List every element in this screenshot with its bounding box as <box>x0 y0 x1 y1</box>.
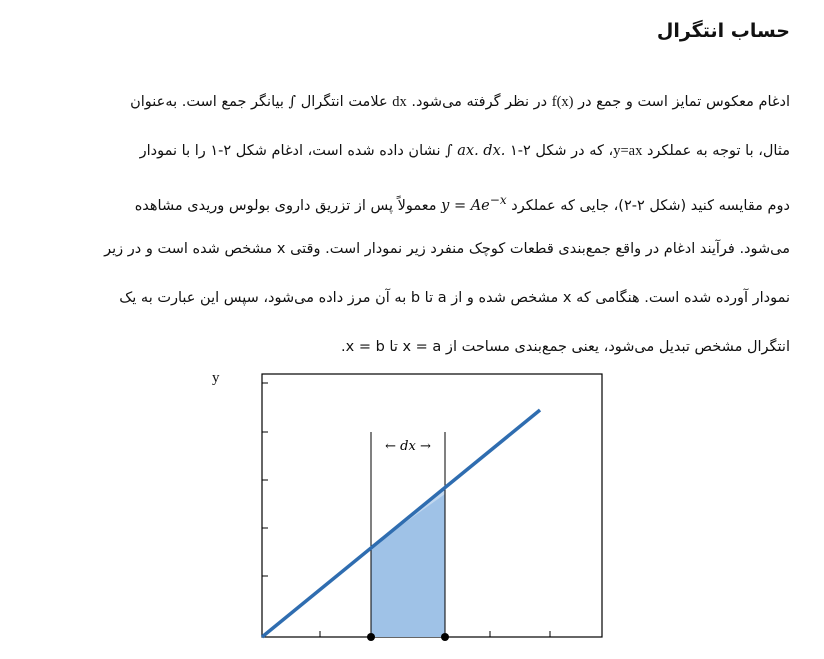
inline-math-y-ax: y=ax <box>613 143 643 159</box>
math-base: y = Ae <box>441 197 490 214</box>
text-run: ، که در شکل ۲-۱ <box>505 143 614 159</box>
area-strip <box>371 486 445 637</box>
text-run: ادغام معکوس تمایز است و جمع در <box>573 94 790 110</box>
y-axis-label: y <box>212 370 220 386</box>
paragraph-line-2 <box>30 127 790 176</box>
point-b <box>441 633 449 641</box>
text-run: نشان داده شده است، ادغام شکل ۲-۱ را با نمودار <box>139 143 446 159</box>
text-run: بیانگر جمع است. به‌عنوان <box>130 94 289 110</box>
point-a <box>367 633 375 641</box>
paragraph-line-4: می‌شود. فرآیند ادغام در واقع جمع‌بندی قطعات کوچک منفرد زیر نمودار است. وقتی x مشخص شده است و در زیر <box>104 241 790 257</box>
paragraph-line-6: انتگرال مشخص تبدیل می‌شود، یعنی جمع‌بندی مساحت از x = a تا x = b. <box>341 339 790 355</box>
math-exponent: −x <box>489 193 507 207</box>
integral-plot <box>200 362 640 659</box>
inline-math-exponential <box>441 193 507 214</box>
paragraph-line-3 <box>30 176 790 225</box>
body-paragraph <box>30 78 790 372</box>
text-run: مثال، با توجه به عملکرد <box>642 143 790 159</box>
paragraph-line-5: نمودار آورده شده است. هنگامی که x مشخص شده و از a تا b به آن مرز داده می‌شود، سپس این عبارت به یک <box>119 290 790 306</box>
text-run: علامت انتگرال <box>296 94 393 110</box>
inline-math-fx: f(x) <box>551 94 574 110</box>
integral-symbol: ∫ <box>288 94 297 110</box>
text-run: در نظر گرفته می‌شود. <box>406 94 552 110</box>
dx-label: ← dx → <box>385 439 431 454</box>
inline-math-dx: dx <box>392 94 407 110</box>
paragraph-line-1 <box>30 78 790 127</box>
section-heading: حساب انتگرال <box>656 20 790 42</box>
text-run: دوم مقایسه کنید (شکل ۲-۲)، جایی که عملکرد <box>506 197 790 214</box>
integral-figure <box>200 362 640 659</box>
inline-math-integral-ax-dx: ∫ ax. dx. <box>445 143 506 159</box>
text-run: معمولاً پس از تزریق داروی بولوس وریدی مشاهده <box>134 197 442 214</box>
